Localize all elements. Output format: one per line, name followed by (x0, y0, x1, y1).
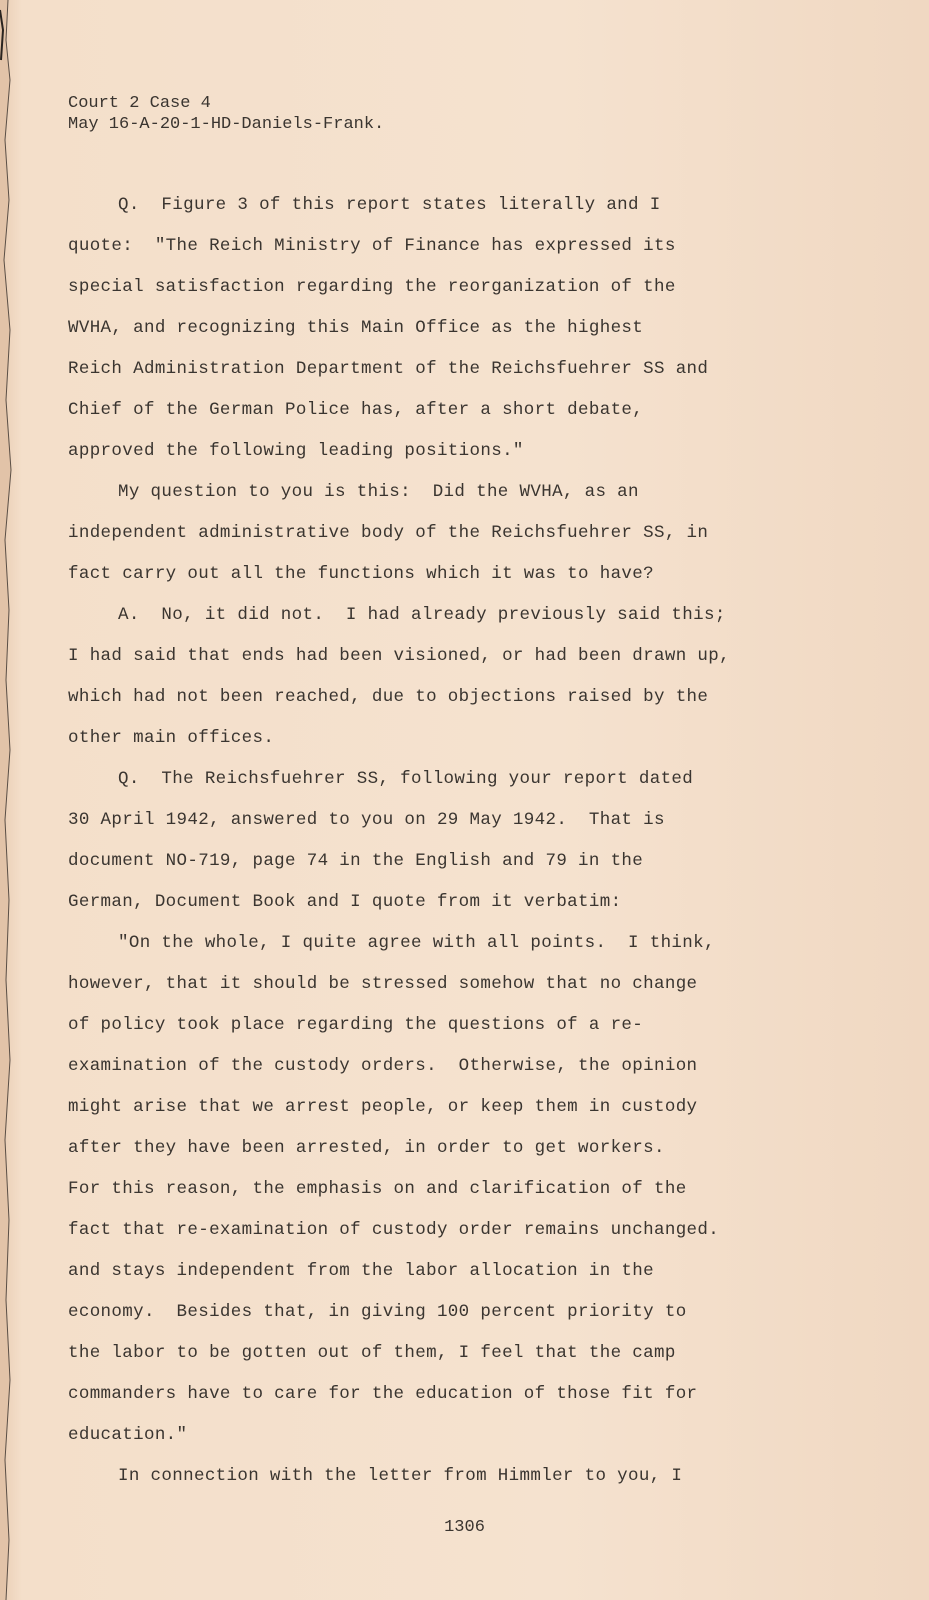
text-line: I had said that ends had been visioned, or had been drawn up, (68, 646, 730, 666)
text-line: German, Document Book and I quote from it verbatim: (68, 892, 622, 912)
text-line: My question to you is this: Did the WVHA, as an (118, 482, 639, 502)
text-line: independent administrative body of the Reichsfuehrer SS, in (68, 523, 709, 543)
text-line: document NO-719, page 74 in the English and 79 in the (68, 851, 644, 871)
text-line: of policy took place regarding the questions of a re- (68, 1015, 644, 1035)
text-line: A. No, it did not. I had already previously said this; (118, 605, 726, 625)
text-line: and stays independent from the labor allocation in the (68, 1261, 654, 1281)
text-line: education." (68, 1425, 188, 1445)
case-reference: Court 2 Case 4 (68, 94, 211, 113)
text-line: approved the following leading positions." (68, 441, 524, 461)
text-line: economy. Besides that, in giving 100 percent priority to (68, 1302, 687, 1322)
text-line: Q. Figure 3 of this report states literally and I (118, 195, 661, 215)
page-number: 1306 (444, 1518, 485, 1537)
text-line: examination of the custody orders. Otherwise, the opinion (68, 1056, 698, 1076)
text-line: however, that it should be stressed somehow that no change (68, 974, 698, 994)
text-line: Q. The Reichsfuehrer SS, following your report dated (118, 769, 694, 789)
text-line: quote: "The Reich Ministry of Finance has expressed its (68, 236, 676, 256)
session-reference: May 16-A-20-1-HD-Daniels-Frank. (68, 115, 385, 134)
text-line: WVHA, and recognizing this Main Office as the highest (68, 318, 644, 338)
text-line: the labor to be gotten out of them, I feel that the camp (68, 1343, 676, 1363)
torn-edge-decoration (0, 0, 14, 1600)
text-line: 30 April 1942, answered to you on 29 May 1942. That is (68, 810, 665, 830)
text-line: which had not been reached, due to objections raised by the (68, 687, 709, 707)
text-line: fact carry out all the functions which it was to have? (68, 564, 654, 584)
text-line: In connection with the letter from Himmler to you, I (118, 1466, 683, 1486)
document-header (68, 93, 384, 135)
text-line: might arise that we arrest people, or keep them in custody (68, 1097, 698, 1117)
text-line: after they have been arrested, in order to get workers. (68, 1138, 665, 1158)
transcript-body (68, 185, 888, 1497)
text-line: "On the whole, I quite agree with all points. I think, (118, 933, 715, 953)
text-line: commanders have to care for the education of those fit for (68, 1384, 698, 1404)
text-line: For this reason, the emphasis on and clarification of the (68, 1179, 687, 1199)
text-line: fact that re-examination of custody order remains unchanged. (68, 1220, 720, 1240)
text-line: Reich Administration Department of the Reichsfuehrer SS and (68, 359, 709, 379)
text-line: Chief of the German Police has, after a short debate, (68, 400, 644, 420)
text-line: other main offices. (68, 728, 275, 748)
text-line: special satisfaction regarding the reorganization of the (68, 277, 676, 297)
